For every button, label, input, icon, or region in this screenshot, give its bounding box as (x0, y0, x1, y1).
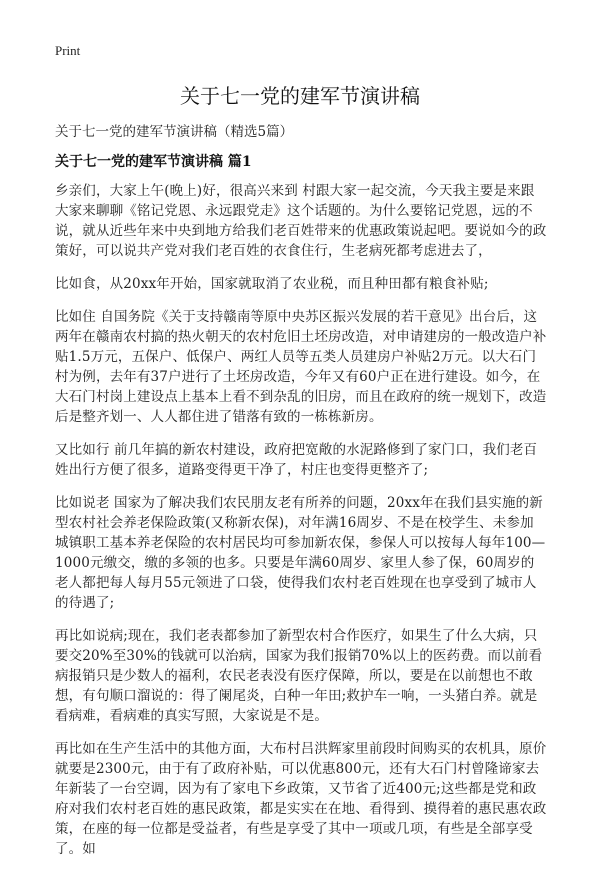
paragraph: 再比如在生产生活中的其他方面，大布村吕洪辉家里前段时间购买的农机具，原价就要是2300元，由于有了政府补贴，可以优惠800元，还有大石门村曾隆谛家去年新装了一台空调，因为有了家电下乡政策，又节省了近400元;这些都是党和政府对我们农村老百姓的惠民政策，都是实实在在地、看得到、摸得着的惠民惠农政策，在座的每一位都是受益者，有些是享受了其中一项或几项，有些是全部享受了。如 (55, 741, 547, 857)
section-heading: 关于七一党的建军节演讲稿 篇1 (55, 154, 252, 170)
paragraph: 再比如说病;现在，我们老表都参加了新型农村合作医疗，如果生了什么大病，只要交20%至30%的钱就可以治病，国家为我们报销70%以上的医药费。而以前看病报销只是少数人的福利，农民老表没有医疗保障，所以，要是在以前想也不敢想，有句顺口溜说的：得了阑尾炎，白种一年田;救护车一响，一头猪白养。就是看病难，看病难的真实写照，大家说是不是。 (55, 628, 543, 724)
paragraph: 又比如行 前几年搞的新农村建设，政府把宽敞的水泥路修到了家门口，我们老百姓出行方便了很多，道路变得更干净了，村庄也变得更整齐了; (55, 442, 538, 478)
paragraph: 比如食，从20xx年开始，国家就取消了农业税，而且种田都有粮食补贴; (55, 276, 489, 292)
article-body (55, 181, 547, 872)
paragraph: 比如住 自国务院《关于支持赣南等原中央苏区振兴发展的若干意见》出台后，这两年在赣南农村搞的热火朝天的农村危旧土坯房改造，对申请建房的一般改造户补贴1.5万元，五保户、低保户、两红人员等五类人员建房户补贴2万元。以大石门村为例，去年有37户进行了土坯房改造，今年又有60户正在进行建设。如今，在大石门村岗上建设点上基本上看不到杂乱的旧房，而且在政府的统一规划下，改造后是整齐划一、人人都住进了错落有致的一栋栋新房。 (55, 309, 547, 425)
page-title: 关于七一党的建军节演讲稿 (180, 84, 420, 108)
paragraph: 比如说老 国家为了解决我们农民朋友老有所养的问题，20xx年在我们县实施的新型农村社会养老保险政策(又称新农保)，对年满16周岁、不是在校学生、未参加城镇职工基本养老保险的农村居民均可参加新农保，参保人可以按每人每年100—1000元缴交，缴的多领的也多。只要是年满60周岁、家里人参了保，60周岁的老人都把每人每月55元领进了口袋，使得我们农村老百姓现在也享受到了城市人的待遇了; (55, 495, 546, 611)
document-subtitle: 关于七一党的建军节演讲稿（精选5篇） (55, 124, 294, 140)
paragraph: 乡亲们，大家上午(晚上)好，很高兴来到 村跟大家一起交流，今天我主要是来跟大家来聊聊《铭记党恩、永远跟党走》这个话题的。为什么要铭记党恩，远的不说，就从近些年来中央到地方给我们老百姓带来的优惠政策说起吧。要说如今的政策好，可以说共产党对我们老百姓的衣食住行，生老病死都考虑进去了， (55, 183, 547, 259)
print-link[interactable]: Print (55, 43, 81, 58)
